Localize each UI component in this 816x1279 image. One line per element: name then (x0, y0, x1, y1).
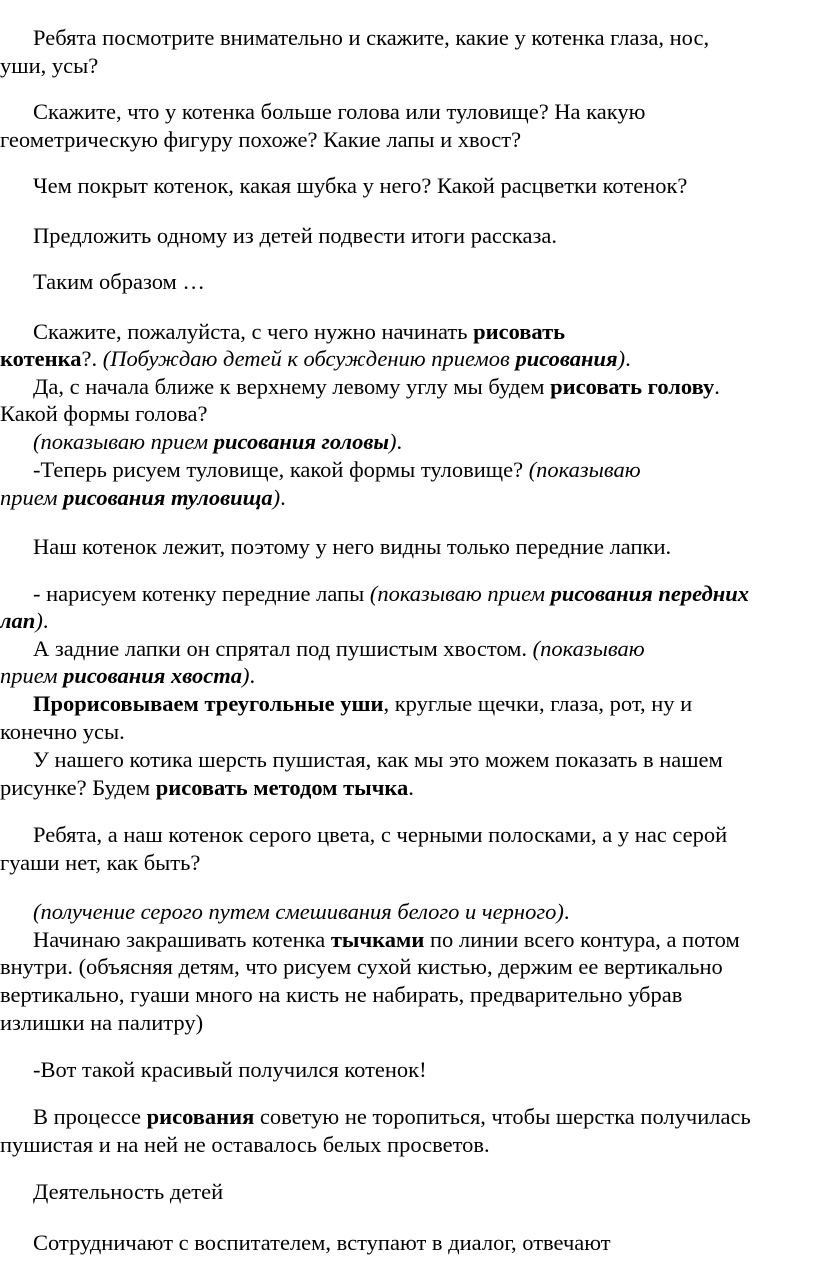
paragraph-line: Таким образом … (33, 269, 205, 294)
paragraph-line: Деятельность детей (33, 1179, 224, 1204)
paragraph-line: Ребята посмотрите внимательно и скажите, какие у котенка глаза, нос, (33, 25, 710, 50)
paragraph-line: Ребята, а наш котенок серого цвета, с черными полосками, а у нас серой (33, 822, 728, 847)
paragraph-line: -Теперь рисуем туловище, какой формы туловище? (показываю (33, 457, 641, 482)
paragraph-line: гуаши нет, как быть? (0, 850, 201, 875)
paragraph-line: (получение серого путем смешивания белого и черного). (33, 899, 570, 924)
paragraph-line: пушистая и на ней не оставалось белых просветов. (0, 1132, 490, 1157)
paragraph-line: уши, усы? (0, 53, 99, 78)
paragraph-line: - нарисуем котенку передние лапы (показываю прием рисования передних (33, 581, 749, 606)
paragraph-line: -Вот такой красивый получился котенок! (33, 1057, 427, 1082)
paragraph-line: лап). (0, 608, 49, 633)
paragraph-line: Прорисовываем треугольные уши, круглые щечки, глаза, рот, ну и (33, 691, 693, 716)
paragraph-line: конечно усы. (0, 719, 125, 744)
paragraph-line: геометрическую фигуру похоже? Какие лапы и хвост? (0, 127, 522, 152)
paragraph-line: (показываю прием рисования головы). (33, 429, 403, 454)
paragraph-line: Скажите, пожалуйста, с чего нужно начинать рисовать (33, 319, 566, 344)
paragraph-line: внутри. (объясняя детям, что рисуем сухой кистью, держим ее вертикально (0, 954, 723, 979)
paragraph-line: Скажите, что у котенка больше голова или туловище? На какую (33, 99, 646, 124)
paragraph-line: Да, с начала ближе к верхнему левому углу мы будем рисовать голову. (33, 374, 720, 399)
paragraph-line: прием рисования туловища). (0, 485, 286, 510)
paragraph-line: Чем покрыт котенок, какая шубка у него? Какой расцветки котенок? (33, 173, 688, 198)
paragraph-line: Сотрудничают с воспитателем, вступают в диалог, отвечают (33, 1230, 611, 1255)
paragraph-line: излишки на палитру) (0, 1010, 204, 1035)
paragraph-line: У нашего котика шерсть пушистая, как мы это можем показать в нашем (33, 747, 723, 772)
paragraph-line: котенка?. (Побуждаю детей к обсуждению приемов рисования). (0, 346, 631, 371)
paragraph-line: Наш котенок лежит, поэтому у него видны только передние лапки. (33, 534, 672, 559)
paragraph-line: вертикально, гуаши много на кисть не набирать, предварительно убрав (0, 982, 683, 1007)
paragraph-line: Какой формы голова? (0, 401, 208, 426)
paragraph-line: Начинаю закрашивать котенка тычками по линии всего контура, а потом (33, 927, 740, 952)
paragraph-line: прием рисования хвоста). (0, 663, 256, 688)
paragraph-line: А задние лапки он спрятал под пушистым хвостом. (показываю (33, 636, 645, 661)
paragraph-line: рисунке? Будем рисовать методом тычка. (0, 775, 414, 800)
paragraph-line: В процессе рисования советую не торопиться, чтобы шерстка получилась (33, 1104, 751, 1129)
paragraph-line: Предложить одному из детей подвести итоги рассказа. (33, 223, 557, 248)
